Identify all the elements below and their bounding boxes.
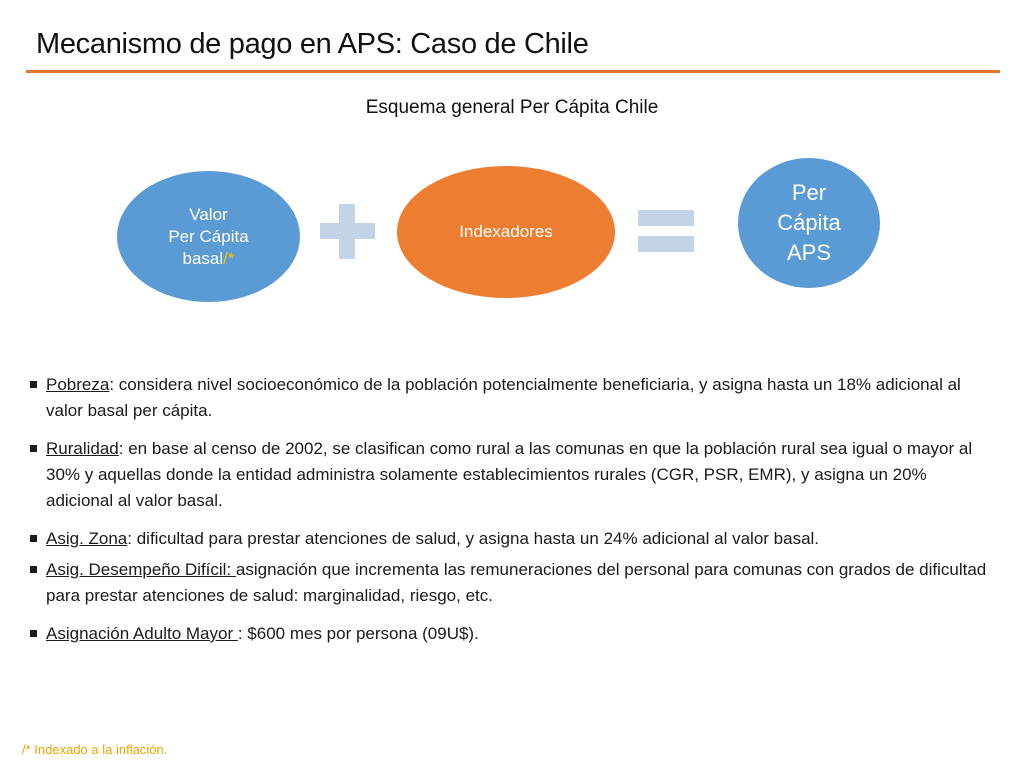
footnote: /* Indexado a la inflación. xyxy=(22,742,168,757)
per-capita-aps-label: Per Cápita APS xyxy=(777,180,841,265)
indexer-list xyxy=(28,372,998,659)
bullet-square-icon xyxy=(30,445,37,452)
diagram-subtitle: Esquema general Per Cápita Chile xyxy=(365,97,659,118)
item-label: Ruralidad xyxy=(46,439,119,458)
item-label: Asignación Adulto Mayor xyxy=(46,624,238,643)
item-text: : $600 mes por persona (09U$). xyxy=(237,624,479,643)
valor-per-capita-ellipse xyxy=(117,171,300,302)
valor-asterisk: /* xyxy=(223,248,235,268)
list-item-adulto-mayor xyxy=(28,621,998,647)
equals-top-bar xyxy=(638,210,694,226)
equals-bottom-bar xyxy=(638,236,694,252)
list-item-desempeno-dificil xyxy=(28,557,998,609)
indexadores-label: Indexadores xyxy=(459,222,553,241)
bullet-square-icon xyxy=(30,630,37,637)
bullet-square-icon xyxy=(30,566,37,573)
item-label: Asig. Zona xyxy=(46,529,128,548)
plus-vertical-bar xyxy=(339,204,355,259)
item-label: Pobreza xyxy=(46,375,110,394)
list-item-pobreza xyxy=(28,372,998,424)
per-capita-aps-ellipse xyxy=(738,158,880,288)
title-divider xyxy=(26,70,1000,73)
valor-per-capita-label: Valor Per Cápita basal xyxy=(168,204,249,268)
item-label: Asig. Desempeño Difícil: xyxy=(46,560,236,579)
bullet-square-icon xyxy=(30,535,37,542)
indexadores-ellipse xyxy=(397,166,615,298)
list-item-ruralidad xyxy=(28,436,998,514)
item-text: : dificultad para prestar atenciones de salud, y asigna hasta un 24% adicional al valor basal. xyxy=(127,529,820,548)
bullet-square-icon xyxy=(30,381,37,388)
item-text: asignación que incrementa las remuneraciones del personal para comunas con grados de dificultad para prestar atenciones de salud: marginalidad, riesgo, etc. xyxy=(46,560,987,605)
slide-title: Mecanismo de pago en APS: Caso de Chile xyxy=(36,28,589,60)
item-text: : considera nivel socioeconómico de la población potencialmente beneficiaria, y asigna hasta un 18% adicional al valor basal per cápita. xyxy=(46,375,961,420)
list-item-asig-zona xyxy=(28,526,998,552)
item-text: : en base al censo de 2002, se clasifican como rural a las comunas en que la población rural sea igual o mayor al 30% y aquellas donde la entidad administra solamente establecimientos rurales (CGR, PSR, EMR), y asigna un 20% adicional al valor basal. xyxy=(46,439,973,510)
